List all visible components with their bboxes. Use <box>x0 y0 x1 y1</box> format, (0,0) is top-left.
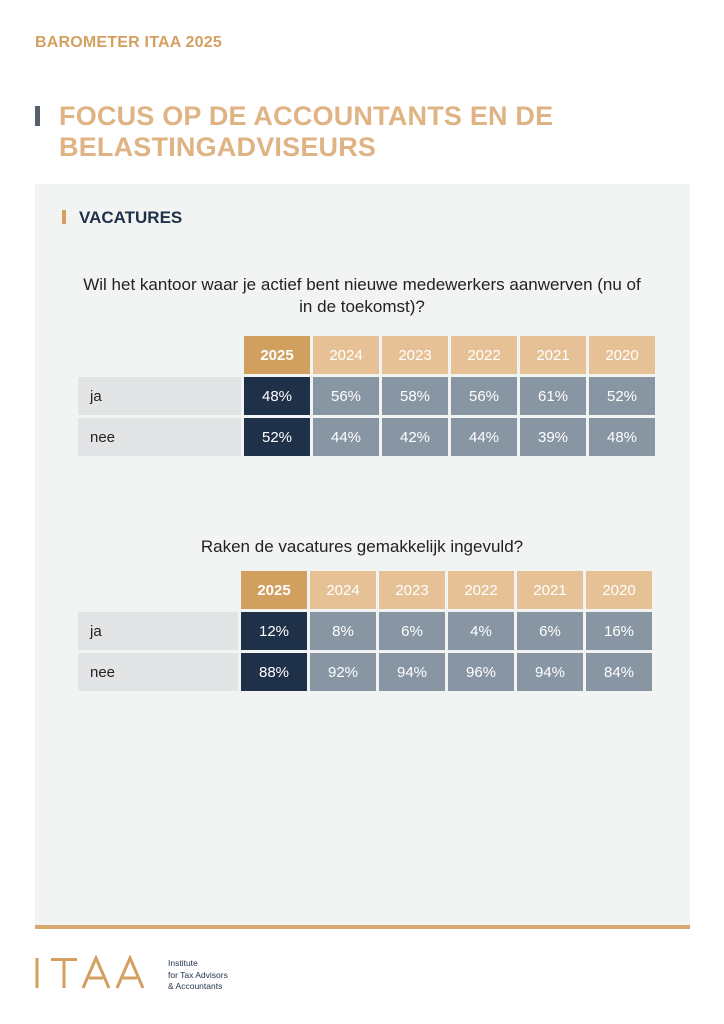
logo-subtitle-line: for Tax Advisors <box>168 969 228 980</box>
value-cell: 39% <box>520 418 586 456</box>
value-cell: 58% <box>382 377 448 415</box>
value-cell: 4% <box>448 612 514 650</box>
results-table-2 <box>78 571 652 691</box>
value-cell: 6% <box>517 612 583 650</box>
table-corner <box>78 571 238 609</box>
document-header-label: BAROMETER ITAA 2025 <box>35 34 222 51</box>
year-header: 2021 <box>517 571 583 609</box>
logo-subtitle-line: & Accountants <box>168 981 223 991</box>
value-cell: 84% <box>586 653 652 691</box>
value-cell: 16% <box>586 612 652 650</box>
year-header: 2020 <box>589 336 655 374</box>
question-1: Wil het kantoor waar je actief bent nieuwe medewerkers aanwerven (nu of in de toekomst)? <box>83 275 641 316</box>
year-header: 2024 <box>313 336 379 374</box>
year-header: 2024 <box>310 571 376 609</box>
page-title: FOCUS OP DE ACCOUNTANTS EN DE BELASTINGADVISEURS <box>59 101 554 162</box>
value-cell: 94% <box>379 653 445 691</box>
value-cell: 94% <box>517 653 583 691</box>
question-2: Raken de vacatures gemakkelijk ingevuld? <box>200 537 524 556</box>
value-cell: 61% <box>520 377 586 415</box>
year-header: 2022 <box>451 336 517 374</box>
row-label-ja: ja <box>78 612 238 650</box>
value-cell: 56% <box>313 377 379 415</box>
section-title: VACATURES <box>79 208 183 227</box>
value-cell: 6% <box>379 612 445 650</box>
year-header: 2020 <box>586 571 652 609</box>
itaa-logo <box>35 955 151 991</box>
row-label-nee: nee <box>78 653 238 691</box>
year-header: 2021 <box>520 336 586 374</box>
value-cell: 48% <box>589 418 655 456</box>
value-cell: 56% <box>451 377 517 415</box>
title-accent-bar <box>35 106 40 126</box>
value-cell: 96% <box>448 653 514 691</box>
value-cell: 44% <box>313 418 379 456</box>
value-cell: 88% <box>241 653 307 691</box>
section-accent-bar <box>62 210 66 224</box>
year-header: 2023 <box>382 336 448 374</box>
year-header: 2022 <box>448 571 514 609</box>
value-cell: 48% <box>244 377 310 415</box>
row-label-ja: ja <box>78 377 241 415</box>
value-cell: 8% <box>310 612 376 650</box>
logo-subtitle-line: Institute <box>168 958 198 968</box>
year-header: 2025 <box>241 571 307 609</box>
logo-subtitle <box>168 958 228 993</box>
value-cell: 12% <box>241 612 307 650</box>
results-table-1 <box>78 336 655 456</box>
value-cell: 52% <box>589 377 655 415</box>
value-cell: 42% <box>382 418 448 456</box>
year-header: 2025 <box>244 336 310 374</box>
year-header: 2023 <box>379 571 445 609</box>
table-corner <box>78 336 241 374</box>
row-label-nee: nee <box>78 418 241 456</box>
value-cell: 52% <box>244 418 310 456</box>
value-cell: 92% <box>310 653 376 691</box>
panel-bottom-rule <box>35 925 690 929</box>
value-cell: 44% <box>451 418 517 456</box>
